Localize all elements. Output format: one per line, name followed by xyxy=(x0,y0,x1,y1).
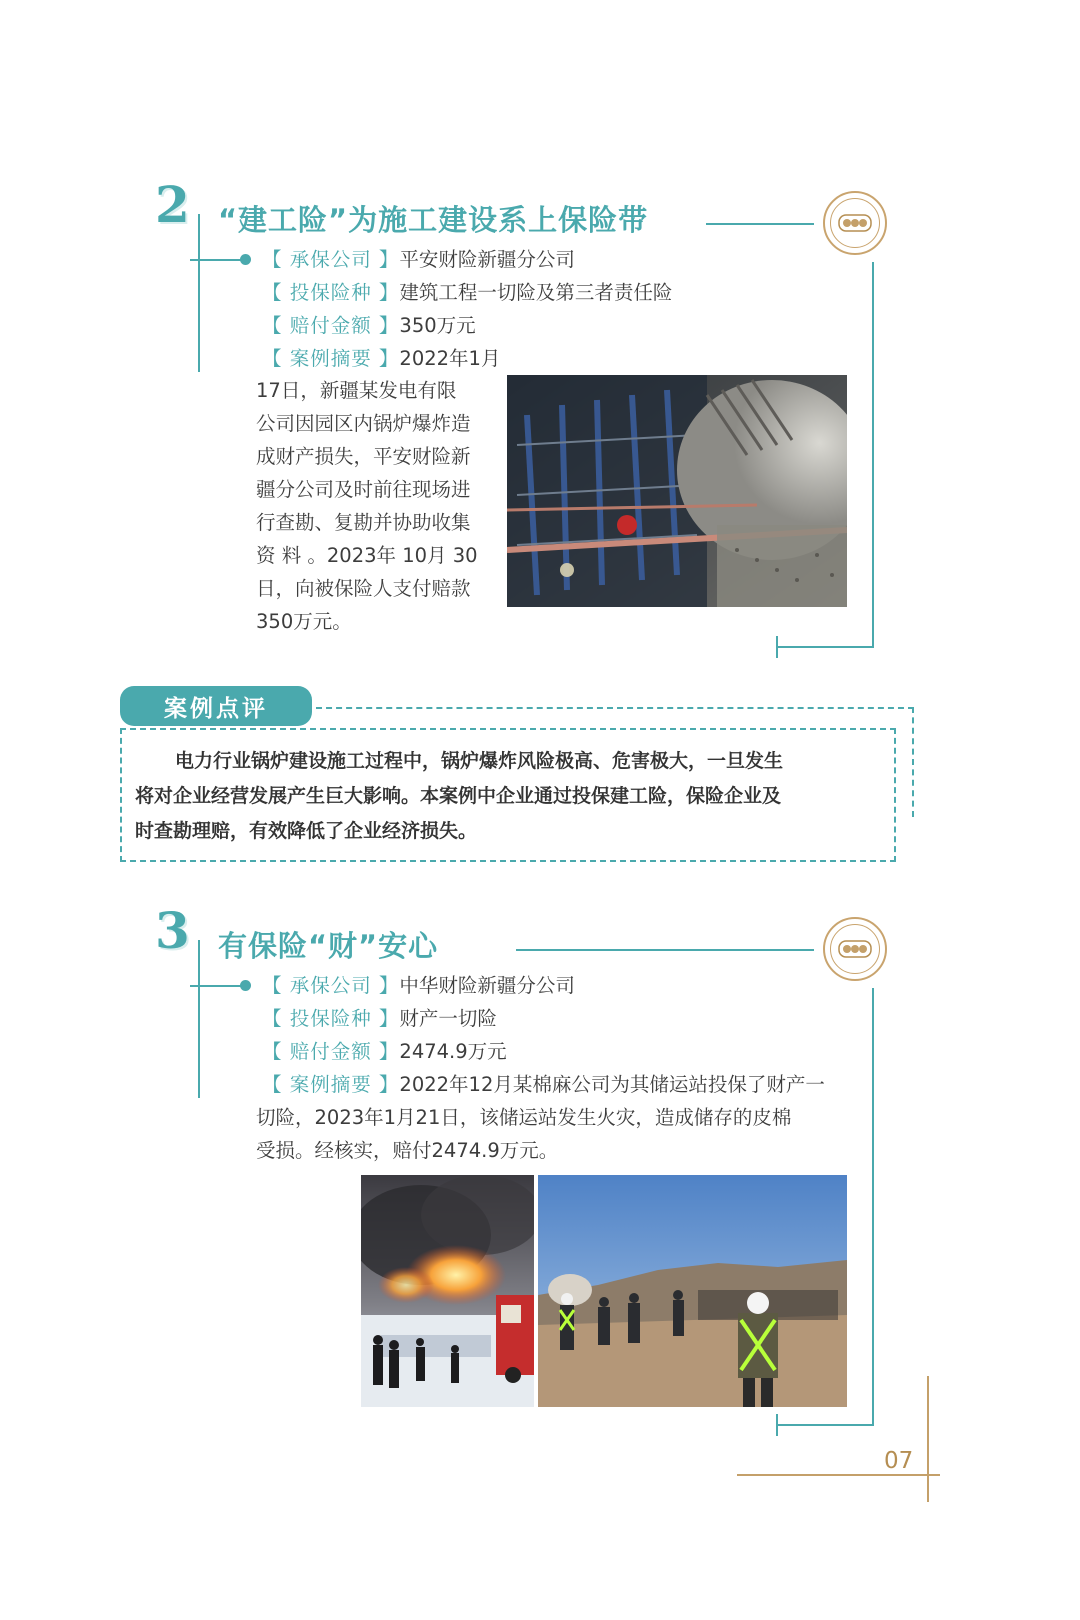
case-2-left-connector-line xyxy=(190,259,242,261)
field-value: 2022年12月某棉麻公司为其储运站投保了财产一 xyxy=(399,1073,825,1096)
case-2-field-company xyxy=(262,250,575,270)
case-2-bottom-line xyxy=(778,646,874,648)
boiler-explosion-site-photo xyxy=(507,375,847,607)
case-2-title: “建工险”为施工建设系上保险带 xyxy=(218,203,649,237)
summary-line: 疆分公司及时前往现场进 xyxy=(256,478,471,501)
case-3-bottom-tick xyxy=(776,1414,778,1436)
field-value: 2474.9万元 xyxy=(399,1040,507,1063)
case-2-number: 2 xyxy=(155,175,190,234)
review-line-3: 时查勘理赔，有效降低了企业经济损失。 xyxy=(135,820,478,842)
case-2-bullet-dot xyxy=(240,254,251,265)
case-3-title: 有保险“财”安心 xyxy=(218,929,439,963)
field-value: 2022年1月 xyxy=(399,347,501,370)
field-label: 【 承保公司 】 xyxy=(262,248,400,271)
case-3-emblem xyxy=(823,917,887,981)
case-2-top-right-line xyxy=(706,223,814,225)
case-2-emblem xyxy=(823,191,887,255)
summary-line: 公司因园区内锅炉爆炸造 xyxy=(256,412,471,435)
case-3-summary-text xyxy=(256,1101,856,1167)
review-line-1: 电力行业锅炉建设施工过程中，锅炉爆炸风险极高、危害极大，一旦发生 xyxy=(175,750,784,772)
case-3-field-insurance-type xyxy=(262,1009,497,1029)
case-3-field-company xyxy=(262,976,575,996)
case-3-top-right-line xyxy=(516,949,814,951)
field-label: 【 案例摘要 】 xyxy=(262,347,400,370)
case-3-left-vertical-line xyxy=(198,940,200,1098)
case-3-right-vertical-line xyxy=(872,988,874,1426)
field-value: 财产一切险 xyxy=(399,1007,497,1030)
summary-line: 行查勘、复勘并协助收集 xyxy=(256,511,471,534)
case-3-field-summary xyxy=(262,1075,825,1095)
review-right-dashed-line xyxy=(912,707,914,817)
summary-line: 17日，新疆某发电有限 xyxy=(256,379,457,402)
field-value: 平安财险新疆分公司 xyxy=(399,248,575,271)
review-top-dashed-line xyxy=(316,707,914,709)
case-3-field-payout xyxy=(262,1042,507,1062)
summary-line: 350万元。 xyxy=(256,610,352,633)
field-value: 建筑工程一切险及第三者责任险 xyxy=(399,281,673,304)
warehouse-fire-photo xyxy=(361,1175,534,1407)
summary-line: 资 料 。2023年 10月 30 xyxy=(256,544,478,567)
field-value: 350万元 xyxy=(399,314,476,337)
footer-horizontal-line xyxy=(737,1474,940,1476)
case-2-left-vertical-line xyxy=(198,214,200,372)
case-3-bullet-dot xyxy=(240,980,251,991)
case-3-bottom-line xyxy=(778,1424,874,1426)
coin-bag-icon xyxy=(838,938,872,960)
case-2-field-summary xyxy=(262,349,500,369)
case-review-tab: 案例点评 xyxy=(120,686,312,726)
field-label: 【 投保险种 】 xyxy=(262,281,400,304)
fire-aftermath-workers-photo xyxy=(538,1175,847,1407)
field-label: 【 承保公司 】 xyxy=(262,974,400,997)
review-line-2: 将对企业经营发展产生巨大影响。本案例中企业通过投保建工险，保险企业及 xyxy=(135,785,782,807)
summary-line: 成财产损失，平安财险新 xyxy=(256,445,471,468)
case-2-field-insurance-type xyxy=(262,283,672,303)
summary-line: 日，向被保险人支付赔款 xyxy=(256,577,471,600)
page-number: 07 xyxy=(884,1448,914,1474)
case-2-right-vertical-line xyxy=(872,262,874,648)
field-label: 【 赔付金额 】 xyxy=(262,314,400,337)
coin-bag-icon xyxy=(838,212,872,234)
field-label: 【 投保险种 】 xyxy=(262,1007,400,1030)
case-2-bottom-tick xyxy=(776,636,778,658)
summary-line: 受损。经核实，赔付2474.9万元。 xyxy=(256,1139,559,1162)
footer-vertical-line xyxy=(927,1376,929,1502)
field-value: 中华财险新疆分公司 xyxy=(399,974,575,997)
field-label: 【 赔付金额 】 xyxy=(262,1040,400,1063)
summary-line: 切险，2023年1月21日，该储运站发生火灾，造成储存的皮棉 xyxy=(256,1106,792,1129)
case-3-left-connector-line xyxy=(190,985,242,987)
field-label: 【 案例摘要 】 xyxy=(262,1073,400,1096)
case-3-number: 3 xyxy=(155,901,190,960)
case-2-field-payout xyxy=(262,316,476,336)
case-2-summary-text xyxy=(256,374,496,638)
